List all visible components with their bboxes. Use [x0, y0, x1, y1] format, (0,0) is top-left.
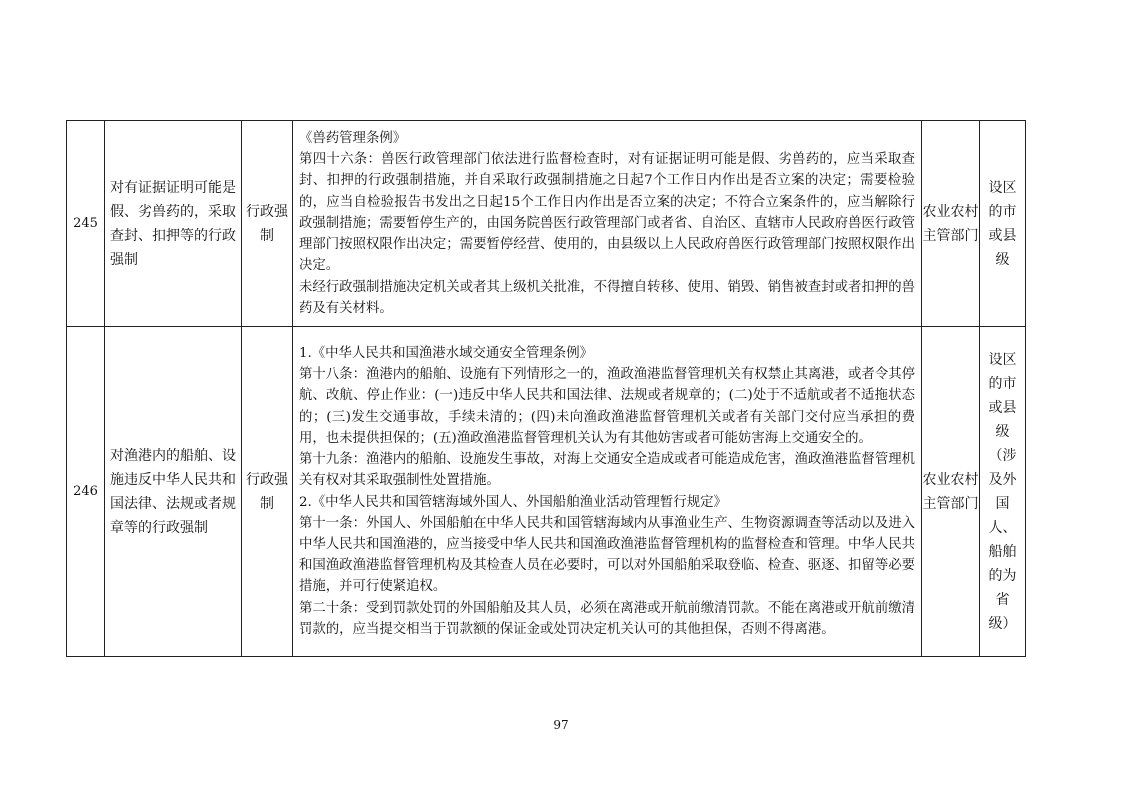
page-number: 97: [553, 718, 569, 732]
enforcement-table: [66, 120, 1026, 657]
basis-paragraph: 2.《中华人民共和国管辖海域外国人、外国船舶渔业活动管理暂行规定》: [299, 494, 727, 510]
table-row: [67, 327, 1026, 657]
row-number: 245: [67, 121, 105, 327]
administrative-level: 设区的市或县级: [980, 121, 1026, 327]
responsible-department: 农业农村主管部门: [922, 121, 980, 327]
legal-basis: [293, 121, 922, 327]
item-category: 行政强制: [242, 327, 293, 657]
basis-paragraph: 《兽药管理条例》: [299, 131, 407, 147]
basis-paragraph: 第二十条：受到罚款处罚的外国船舶及其人员，必须在离港或开航前缴清罚款。不能在离港或开航前缴清罚款的，应当提交相当于罚款额的保证金或处罚决定机关认可的其他担保，否则不得离港。: [299, 600, 915, 637]
administrative-level: 设区的市或县级（涉及外国人、船舶的为省级）: [980, 327, 1026, 657]
responsible-department: 农业农村主管部门: [922, 327, 980, 657]
row-number: 246: [67, 327, 105, 657]
basis-paragraph: 未经行政强制措施决定机关或者其上级机关批准，不得擅自转移、使用、销毁、销售被查封或者扣押的兽药及有关材料。: [299, 279, 915, 316]
basis-paragraph: 第四十六条：兽医行政管理部门依法进行监督检查时，对有证据证明可能是假、劣兽药的，应当采取查封、扣押的行政强制措施，并自采取行政强制措施之日起7个工作日内作出是否立案的决定；需要检验的，应当自检验报告书发出之日起15个工作日内作出是否立案的决定；不符合立案条件的，应当解除行政强制措施；需要暂停生产的，由国务院兽医行政管理部门或者省、自治区、直辖市人民政府兽医行政管理部门按照权限作出决定；需要暂停经营、使用的，由县级以上人民政府兽医行政管理部门按照权限作出决定。: [299, 152, 915, 274]
basis-paragraph: 第十九条：渔港内的船舶、设施发生事故，对海上交通安全造成或者可能造成危害，渔政渔港监督管理机关有权对其采取强制性处置措施。: [299, 452, 915, 489]
item-name: 对渔港内的船舶、设施违反中华人民共和国法律、法规或者规章等的行政强制: [105, 327, 242, 657]
table-row: [67, 121, 1026, 327]
item-category: 行政强制: [242, 121, 293, 327]
basis-paragraph: 1.《中华人民共和国渔港水域交通安全管理条例》: [299, 346, 593, 362]
basis-paragraph: 第十八条：渔港内的船舶、设施有下列情形之一的，渔政渔港监督管理机关有权禁止其离港，或者令其停航、改航、停止作业：(一)违反中华人民共和国法律、法规或者规章的；(二)处于不适航或者不适拖状态的；(三)发生交通事故，手续未清的；(四)未向渔政渔港监督管理机关或者有关部门交付应当承担的费用，也未提供担保的；(五)渔政渔港监督管理机关认为有其他妨害或者可能妨害海上交通安全的。: [299, 367, 915, 446]
item-name: 对有证据证明可能是假、劣兽药的，采取查封、扣押等的行政强制: [105, 121, 242, 327]
basis-paragraph: 第十一条：外国人、外国船舶在中华人民共和国管辖海域内从事渔业生产、生物资源调查等活动以及进入中华人民共和国渔港的，应当接受中华人民共和国渔政渔港监督管理机构的监督检查和管理。中华人民共和国渔政渔港监督管理机构及其检查人员在必要时，可以对外国船舶采取登临、检查、驱逐、扣留等必要措施，并可行使紧追权。: [299, 515, 915, 595]
legal-basis: [293, 327, 922, 657]
